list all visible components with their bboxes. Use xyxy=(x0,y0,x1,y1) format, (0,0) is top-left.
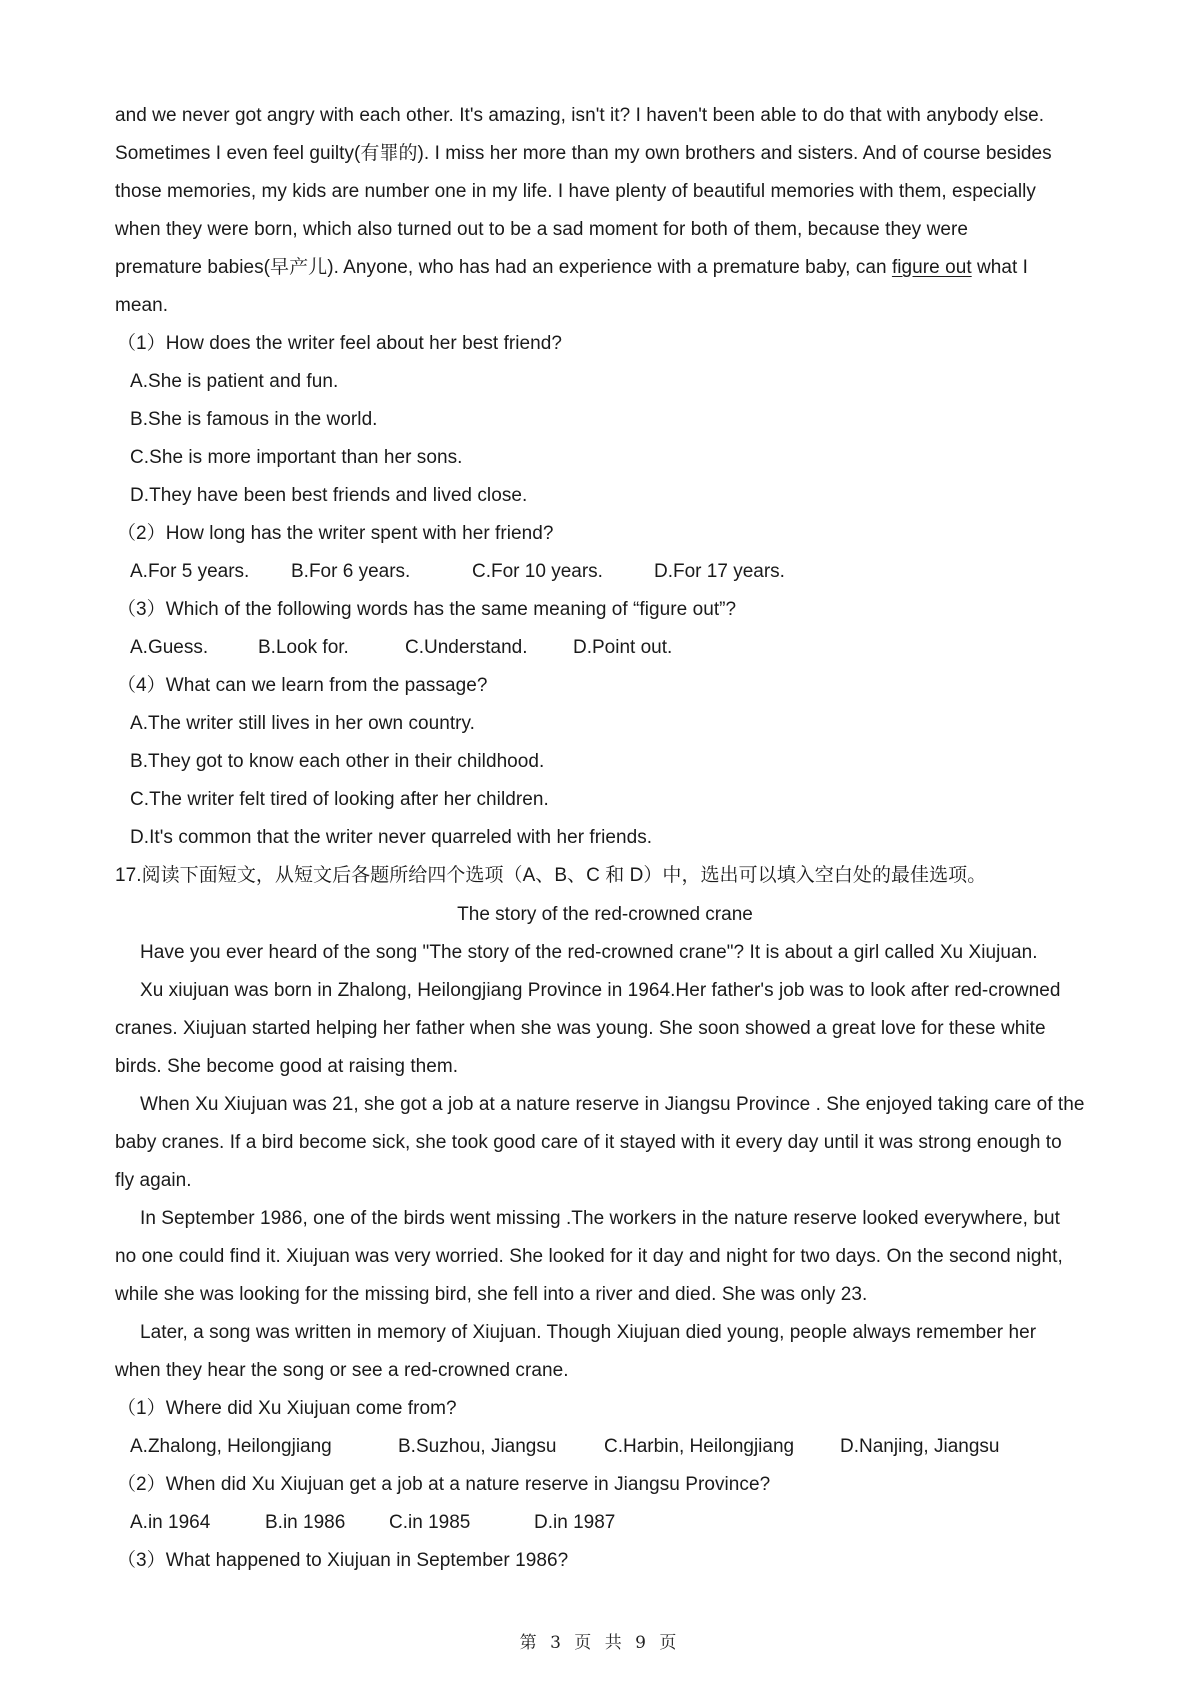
passage-line: baby cranes. If a bird become sick, she took good care of it stayed with it every day until it was strong enough to xyxy=(115,1132,1062,1153)
answer-option: A.The writer still lives in her own country. xyxy=(130,713,476,734)
answer-option: B.They got to know each other in their childhood. xyxy=(130,751,545,772)
answer-option: A.For 5 years. xyxy=(130,561,250,582)
answer-option: D.Nanjing, Jiangsu xyxy=(840,1436,1000,1457)
question-stem: （3）What happened to Xiujuan in September 1986? xyxy=(117,1550,569,1571)
passage-line: fly again. xyxy=(115,1170,192,1191)
answer-option: B.in 1986 xyxy=(265,1512,346,1533)
answer-option: A.Zhalong, Heilongjiang xyxy=(130,1436,332,1457)
question-stem: （4）What can we learn from the passage? xyxy=(117,675,488,696)
answer-option: A.She is patient and fun. xyxy=(130,371,339,392)
passage-line: when they hear the song or see a red-crowned crane. xyxy=(115,1360,569,1381)
question-stem: （1）Where did Xu Xiujuan come from? xyxy=(117,1398,457,1419)
answer-option: C.Harbin, Heilongjiang xyxy=(604,1436,795,1457)
answer-option: A.in 1964 xyxy=(130,1512,211,1533)
passage-line: When Xu Xiujuan was 21, she got a job at a nature reserve in Jiangsu Province . She enjoyed taking care of the xyxy=(140,1094,1085,1115)
passage-line: In September 1986, one of the birds went missing .The workers in the nature reserve looked everywhere, but xyxy=(140,1208,1060,1229)
question-stem: （1）How does the writer feel about her best friend? xyxy=(117,333,563,354)
answer-option: B.She is famous in the world. xyxy=(130,409,378,430)
answer-option: D.Point out. xyxy=(573,637,673,658)
passage-line: Have you ever heard of the song "The story of the red-crowned crane"? It is about a girl called Xu Xiujuan. xyxy=(140,942,1038,963)
answer-option: D.in 1987 xyxy=(534,1512,616,1533)
passage-line: and we never got angry with each other. It's amazing, isn't it? I haven't been able to do that with anybody else. xyxy=(115,105,1045,126)
answer-option: C.For 10 years. xyxy=(472,561,603,582)
passage-line: birds. She become good at raising them. xyxy=(115,1056,459,1077)
answer-option: D.It's common that the writer never quarreled with her friends. xyxy=(130,827,653,848)
answer-option: D.They have been best friends and lived close. xyxy=(130,485,528,506)
underlined-phrase: figure out xyxy=(891,257,972,278)
answer-option: B.Suzhou, Jiangsu xyxy=(398,1436,557,1457)
passage-line: mean. xyxy=(115,295,169,316)
passage-line: no one could find it. Xiujuan was very worried. She looked for it day and night for two days. On the second night, xyxy=(115,1246,1063,1267)
answer-option: C.in 1985 xyxy=(389,1512,471,1533)
answer-option: D.For 17 years. xyxy=(654,561,785,582)
passage-line xyxy=(115,255,1028,281)
passage-line: while she was looking for the missing bird, she fell into a river and died. She was only 23. xyxy=(115,1284,868,1305)
question-stem: （2）How long has the writer spent with her friend? xyxy=(117,523,554,544)
passage-text: what I xyxy=(971,257,1028,278)
answer-option: B.For 6 years. xyxy=(291,561,411,582)
passage-line: when they were born, which also turned out to be a sad moment for both of them, because they were xyxy=(115,219,968,240)
passage-title: The story of the red-crowned crane xyxy=(457,904,753,925)
answer-option: A.Guess. xyxy=(130,637,209,658)
passage-text: premature babies(早产儿). Anyone, who has had an experience with a premature baby, can xyxy=(115,257,892,278)
answer-option: C.Understand. xyxy=(405,637,528,658)
question-stem: （2）When did Xu Xiujuan get a job at a nature reserve in Jiangsu Province? xyxy=(117,1474,771,1495)
answer-option: B.Look for. xyxy=(258,637,349,658)
passage-line: Sometimes I even feel guilty(有罪的). I miss her more than my own brothers and sisters. And of course besides xyxy=(115,143,1052,164)
page-number: 第 3 页 共 9 页 xyxy=(519,1633,681,1653)
answer-option: C.The writer felt tired of looking after her children. xyxy=(130,789,549,810)
passage-line: cranes. Xiujuan started helping her father when she was young. She soon showed a great love for these white xyxy=(115,1018,1046,1039)
question-instruction: 17.阅读下面短文，从短文后各题所给四个选项（A、B、C 和 D）中，选出可以填入空白处的最佳选项。 xyxy=(115,865,987,886)
question-stem: （3）Which of the following words has the same meaning of “figure out”? xyxy=(117,599,737,620)
passage-line: Later, a song was written in memory of Xiujuan. Though Xiujuan died young, people always remember her xyxy=(140,1322,1037,1343)
answer-option: C.She is more important than her sons. xyxy=(130,447,463,468)
passage-line: Xu xiujuan was born in Zhalong, Heilongjiang Province in 1964.Her father's job was to look after red-crowned xyxy=(140,980,1061,1001)
passage-line: those memories, my kids are number one in my life. I have plenty of beautiful memories with them, especially xyxy=(115,181,1036,202)
